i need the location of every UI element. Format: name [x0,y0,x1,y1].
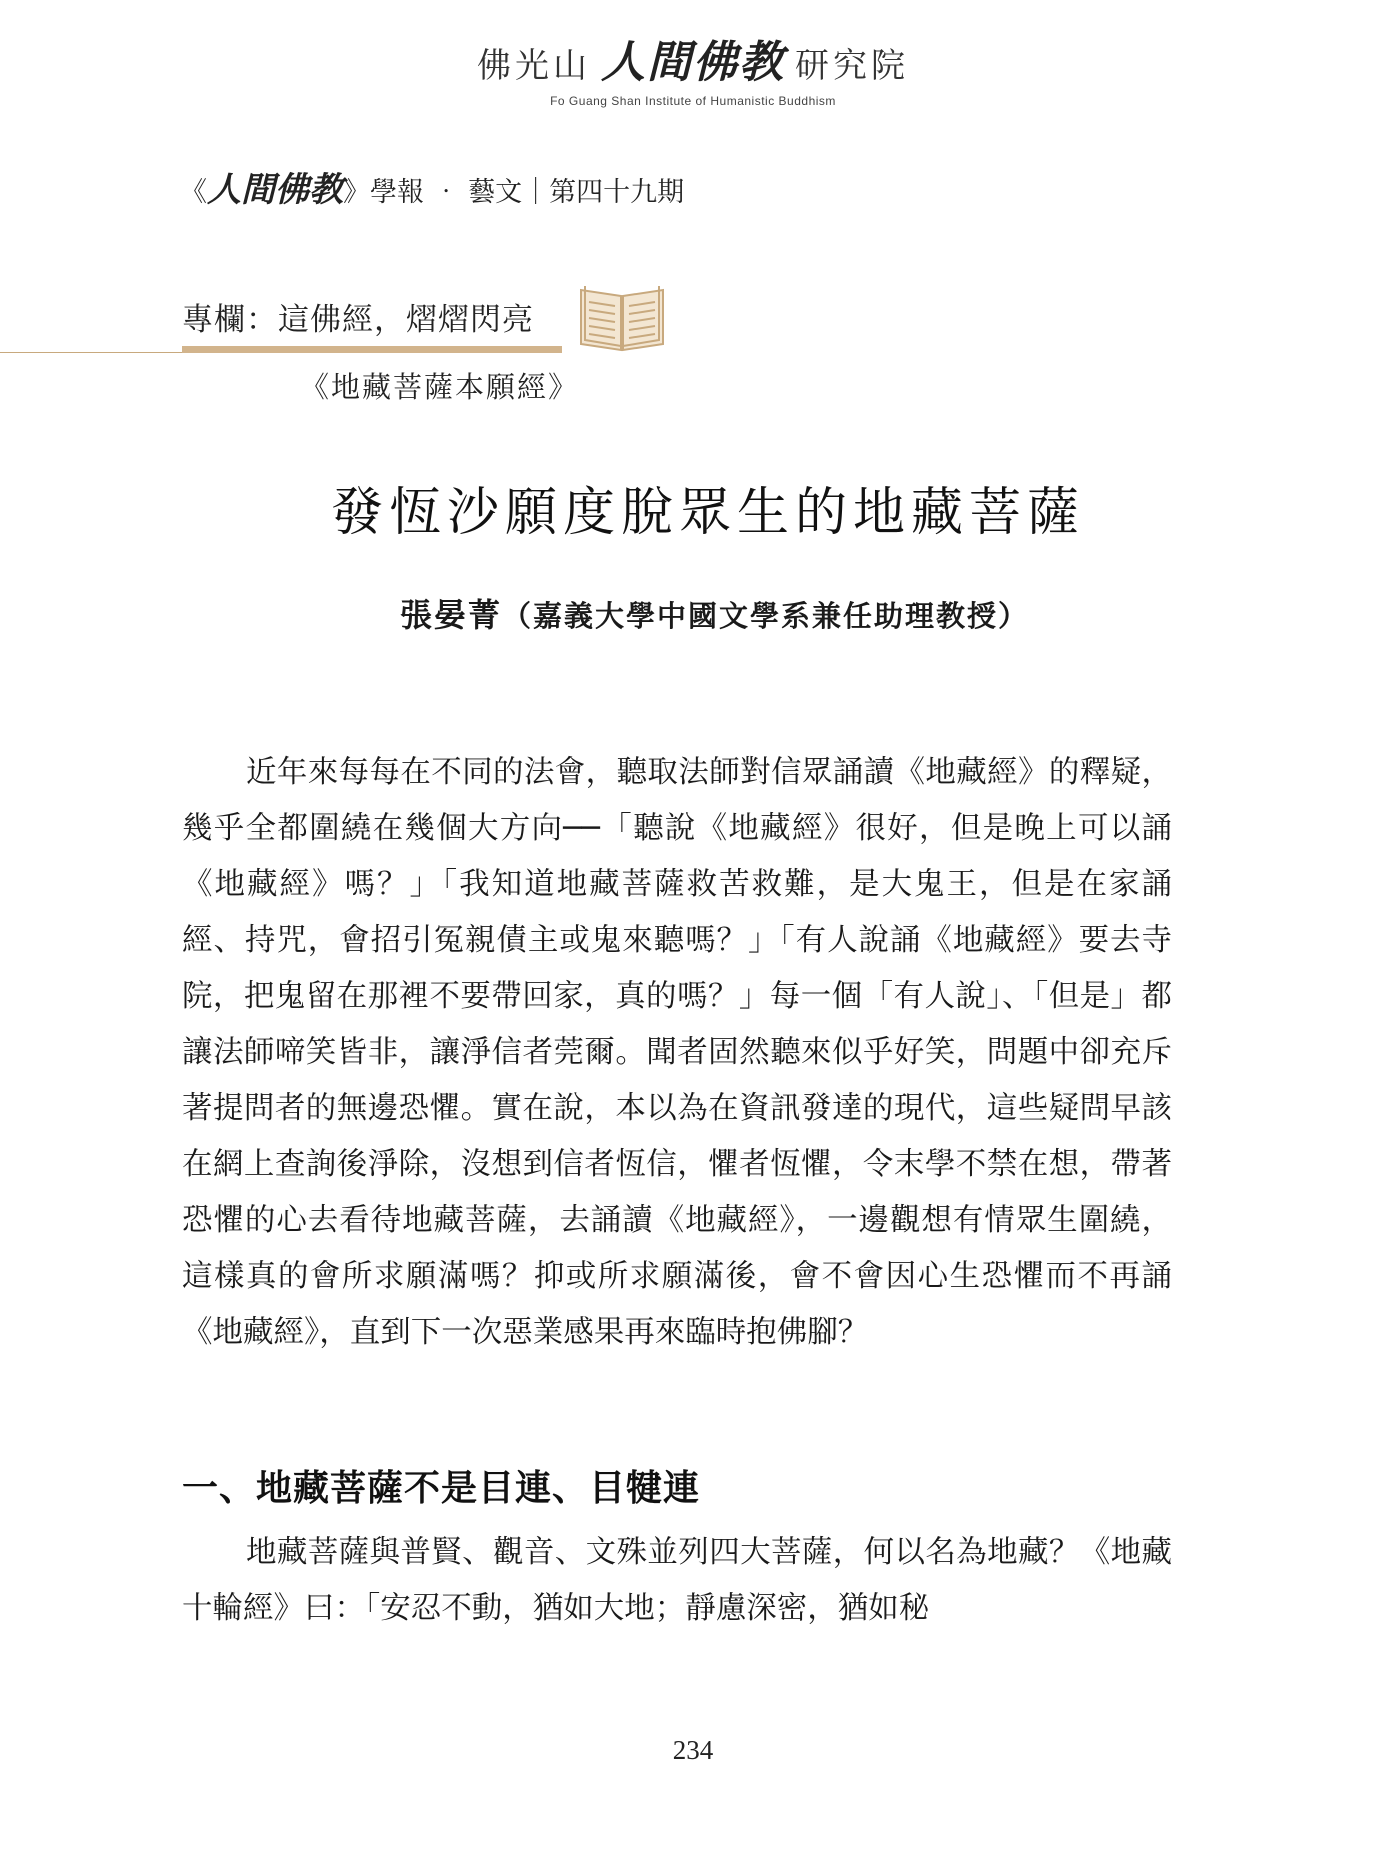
institute-header [0,26,1386,108]
book-icon [577,280,667,352]
page-number: 234 [672,1735,714,1765]
section-heading-1: 一、地藏菩薩不是目連、目犍連 [182,1468,701,1509]
institute-suffix: 研究院 [795,46,909,86]
column-label: 專欄：這佛經，熠熠閃亮 [182,302,534,338]
column-banner [0,280,700,360]
column-underline-bar [182,346,562,353]
journal-open-bracket: 《 [180,177,207,208]
article-title: 發恆沙願度脫眾生的地藏菩薩 [330,483,1085,543]
institute-name [0,26,1386,90]
article-body-section-1 [182,1525,1172,1637]
institute-brand-logo: 人間佛教 [601,37,785,88]
journal-issue: 》學報 ‧ 藝文｜第四十九期 [343,177,685,208]
journal-brand: 人間佛教 [207,170,343,210]
journal-header [180,162,684,211]
author-line [400,590,1029,636]
institute-english-name: Fo Guang Shan Institute of Humanistic Buddhism [550,94,836,108]
institute-prefix: 佛光山 [477,46,591,86]
article-body [182,745,1172,1361]
author-name: 張晏菁 [400,596,503,634]
paragraph-2: 地藏菩薩與普賢、觀音、文殊並列四大菩薩，何以名為地藏？《地藏十輪經》曰：「安忍不動，猶如大地；靜慮深密，猶如秘 [182,1535,1172,1626]
paragraph-1: 近年來每每在不同的法會，聽取法師對信眾誦讀《地藏經》的釋疑，幾乎全都圍繞在幾個大方向──「聽說《地藏經》很好，但是晚上可以誦《地藏經》嗎？」「我知道地藏菩薩救苦救難，是大鬼王，但是在家誦經、持咒，會招引冤親債主或鬼來聽嗎？」「有人說誦《地藏經》要去寺院，把鬼留在那裡不要帶回家，真的嗎？」每一個「有人說」、「但是」都讓法師啼笑皆非，讓淨信者莞爾。聞者固然聽來似乎好笑，問題中卻充斥著提問者的無邊恐懼。實在說，本以為在資訊發達的現代，這些疑問早該在網上查詢後淨除，沒想到信者恆信，懼者恆懼，令末學不禁在想，帶著恐懼的心去看待地藏菩薩，去誦讀《地藏經》，一邊觀想有情眾生圍繞，這樣真的會所求願滿嗎？抑或所求願滿後，會不會因心生恐懼而不再誦《地藏經》，直到下一次惡業感果再來臨時抱佛腳？ [182,755,1172,1350]
author-affiliation: （嘉義大學中國文學系兼任助理教授） [502,599,1030,633]
sutra-subtitle: 《地藏菩薩本願經》 [300,370,580,404]
